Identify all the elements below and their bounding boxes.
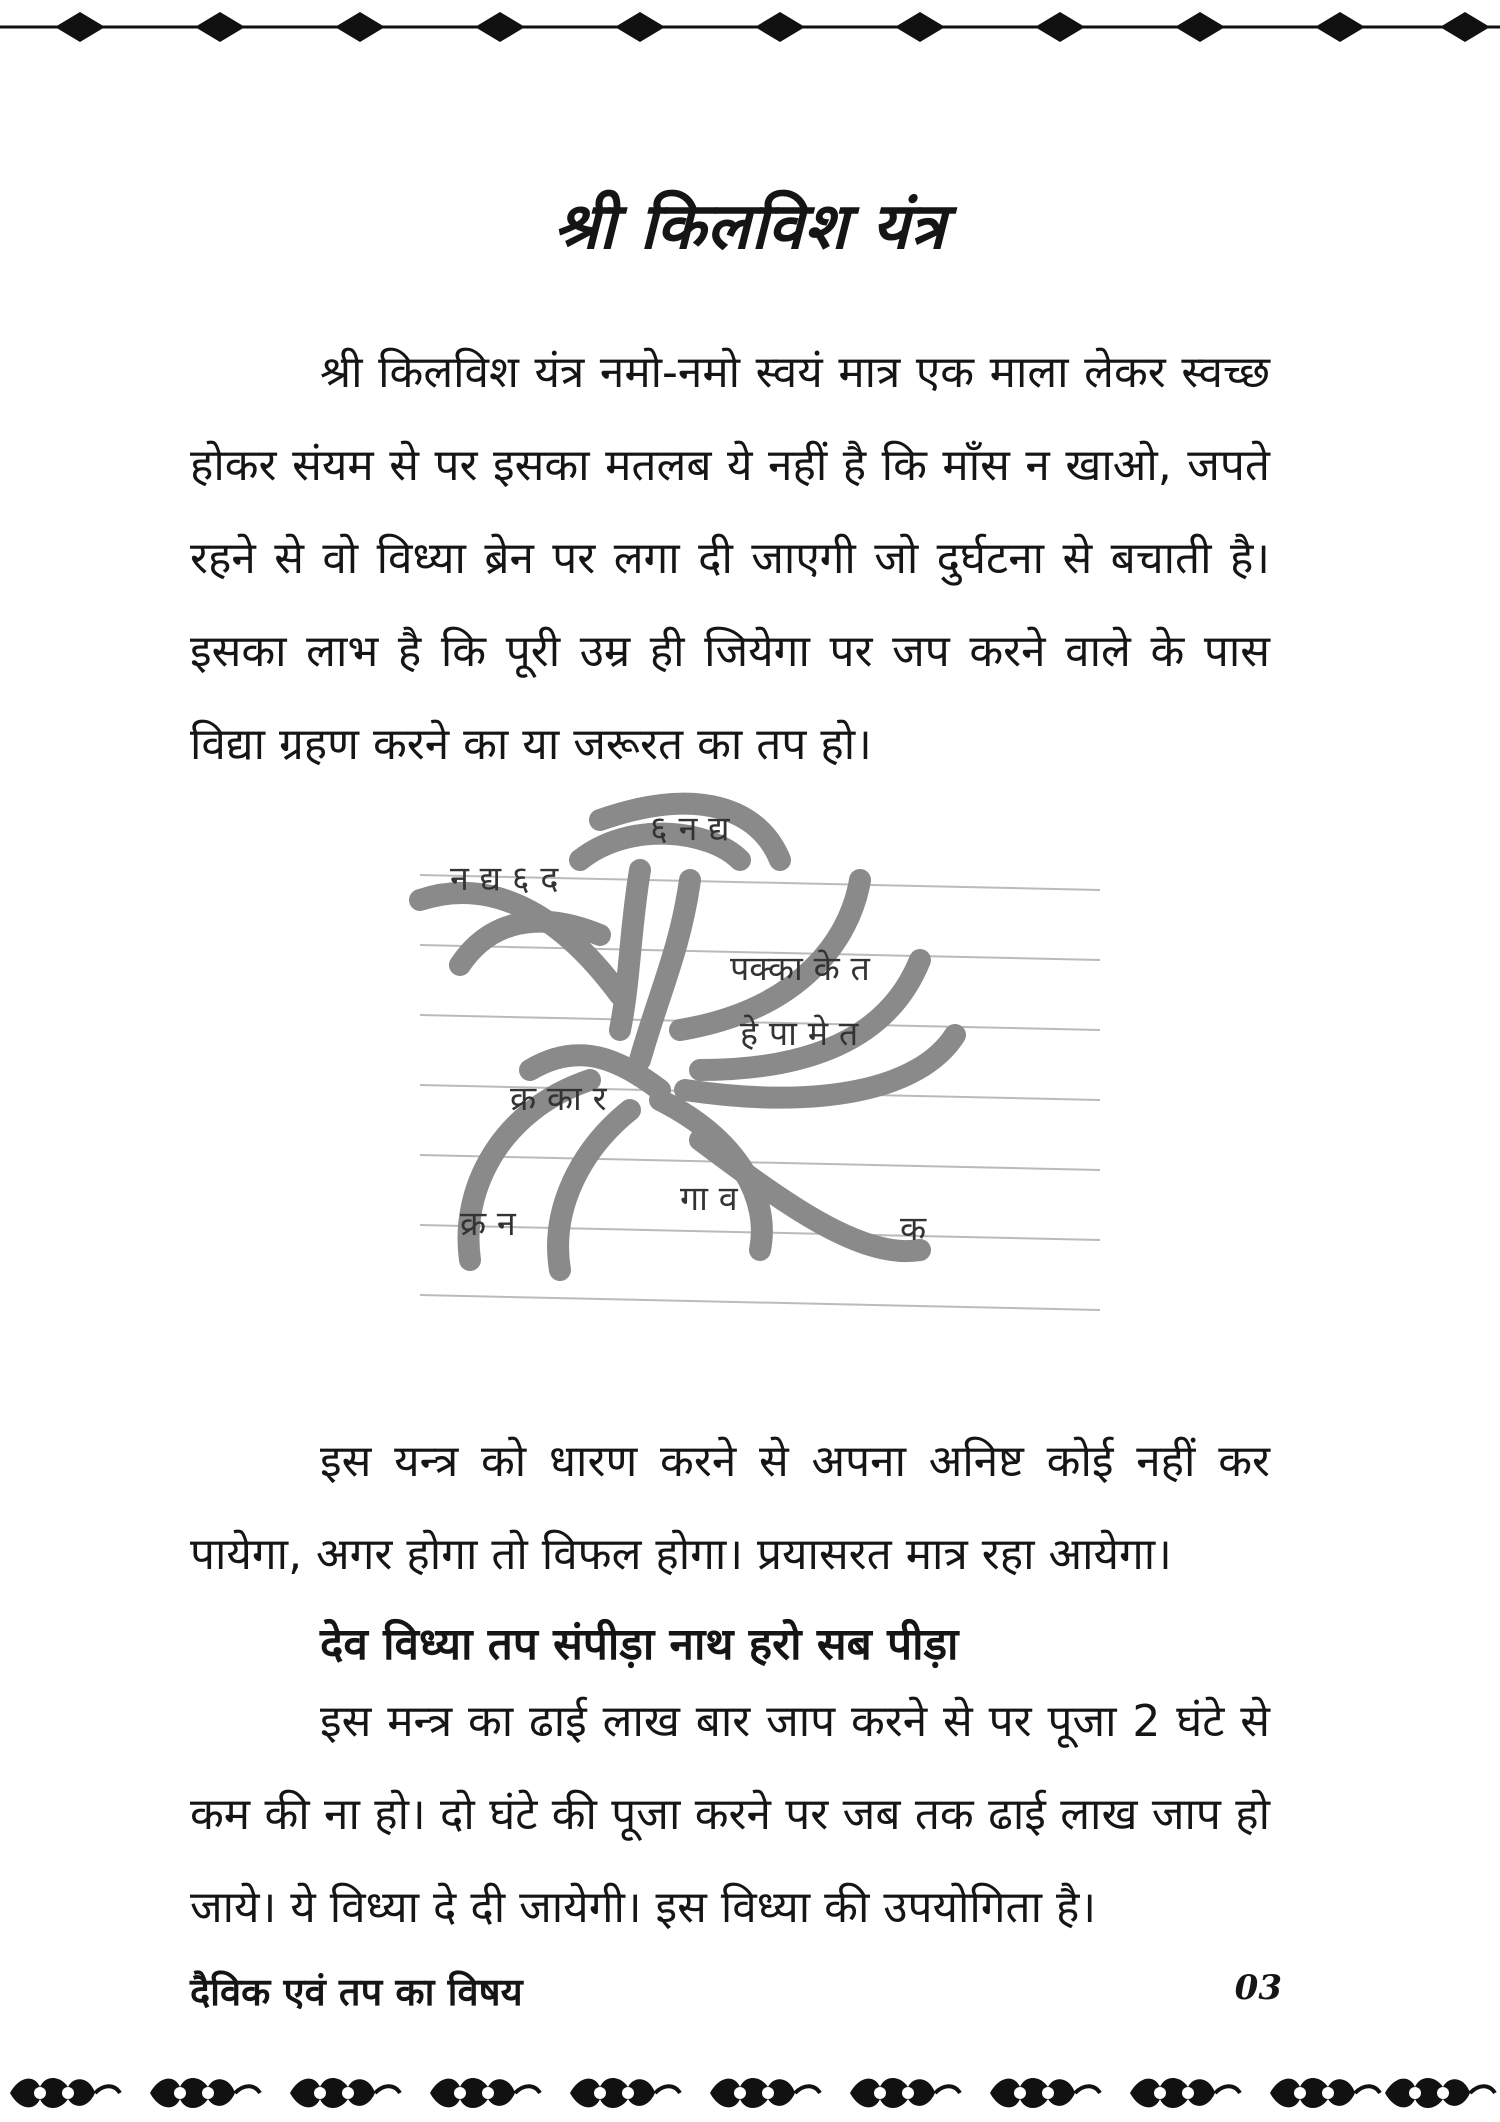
paragraph-mantra-practice — [190, 1675, 1270, 1954]
bottom-floral-border — [0, 2065, 1500, 2122]
paragraph-benefit — [190, 1415, 1270, 1601]
paragraph-mantra-practice-text: इस मन्त्र का ढाई लाख बार जाप करने से पर पूजा 2 घंटे से कम की ना हो। दो घंटे की पूजा करने पर जब तक ढाई लाख जाप हो जाये। ये विध्या दे दी जायेगी। इस विध्या की उपयोगिता है। — [190, 1696, 1270, 1933]
yantra-letters-top: ६ न द्य — [650, 809, 730, 849]
paragraph-intro — [190, 326, 1270, 791]
yantra-letters-right-bottom: क — [900, 1209, 927, 1249]
yantra-letters-left-top: न द्य ६ द — [450, 859, 559, 899]
page-number: 03 — [1234, 1968, 1282, 2008]
yantra-letters-right: हे पा मे त — [740, 1014, 859, 1054]
footer-book-title: दैविक एवं तप का विषय — [190, 1970, 523, 2014]
page-title: श्री किलविश यंत्र — [553, 190, 947, 264]
mantra-heading: देव विध्या तप संपीड़ा नाथ हरो सब पीड़ा — [320, 1619, 959, 1670]
paragraph-intro-text: श्री किलविश यंत्र नमो-नमो स्वयं मात्र एक माला लेकर स्वच्छ होकर संयम से पर इसका मतलब ये नहीं है कि माँस न खाओ, जपते रहने से वो विध्या ब्रेन पर लगा दी जाएगी जो दुर्घटना से बचाती है। इसका लाभ है कि पूरी उम्र ही जियेगा पर जप करने वाले के पास विद्या ग्रहण करने का या जरूरत का तप हो। — [190, 347, 1270, 770]
paragraph-benefit-text: इस यन्त्र को धारण करने से अपना अनिष्ट कोई नहीं कर पायेगा, अगर होगा तो विफल होगा। प्रयासरत मात्र रहा आयेगा। — [190, 1436, 1270, 1580]
yantra-letters-right-top: पक्का के त — [730, 949, 870, 989]
top-diamond-border — [0, 0, 1500, 60]
yantra-letters-left: क्र का र — [510, 1079, 607, 1119]
yantra-letters-bottom: गा व — [680, 1179, 738, 1219]
yantra-letters-left-bottom: क्र न — [460, 1204, 516, 1244]
kilvish-yantra-figure — [400, 780, 1120, 1400]
